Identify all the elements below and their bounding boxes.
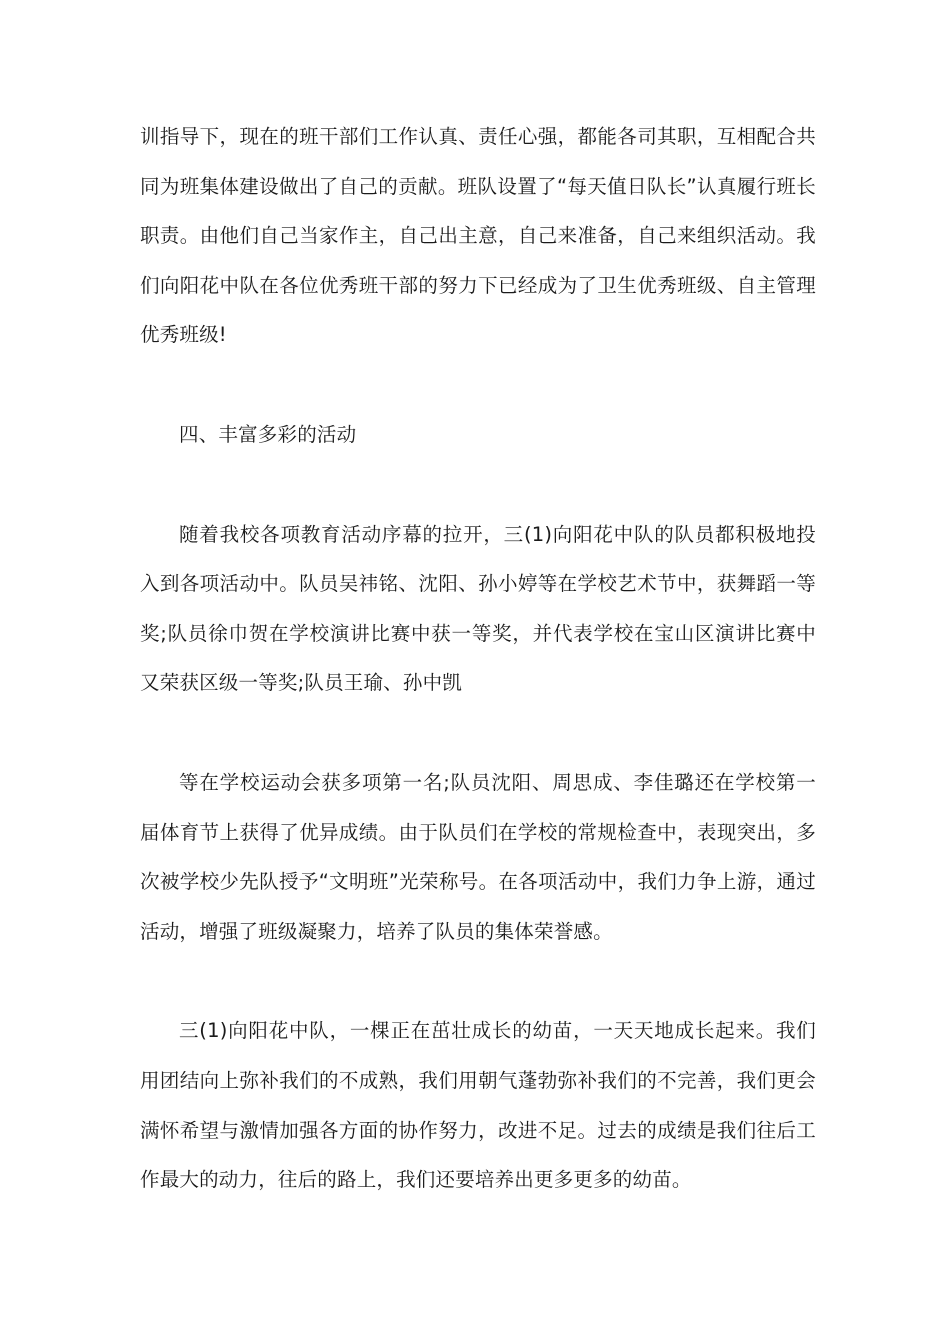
- paragraph-spacer: [140, 460, 816, 510]
- paragraph-achievements: 等在学校运动会获多项第一名;队员沈阳、周思成、李佳璐还在学校第一届体育节上获得了优异成绩。由于队员们在学校的常规检查中，表现突出，多次被学校少先队授予“文明班”光荣称号。在各项活动中，我们力争上游，通过活动，增强了班级凝聚力，培养了队员的集体荣誉感。: [140, 770, 816, 943]
- paragraph-continuation: 训指导下，现在的班干部们工作认真、责任心强，都能各司其职，互相配合共同为班集体建设做出了自己的贡献。班队设置了“每天值日队长”认真履行班长职责。由他们自己当家作主，自己出主意，自己来准备，自己来组织活动。我们向阳花中队在各位优秀班干部的努力下已经成为了卫生优秀班级、自主管理优秀班级!: [140, 125, 816, 347]
- section-heading: 四、丰富多彩的活动: [179, 422, 357, 446]
- paragraph-spacer: [140, 956, 816, 1006]
- paragraph-spacer: [140, 708, 816, 758]
- paragraph-conclusion: 三(1)向阳花中队，一棵正在茁壮成长的幼苗，一天天地成长起来。我们用团结向上弥补我们的不成熟，我们用朝气蓬勃弥补我们的不完善，我们更会满怀希望与激情加强各方面的协作努力，改进不足。过去的成绩是我们往后工作最大的动力，往后的路上，我们还要培养出更多更多的幼苗。: [140, 1019, 816, 1192]
- paragraph-activities: 随着我校各项教育活动序幕的拉开，三(1)向阳花中队的队员都积极地投入到各项活动中。队员吴祎铭、沈阳、孙小婷等在学校艺术节中，获舞蹈一等奖;队员徐巾贺在学校演讲比赛中获一等奖，并代表学校在宝山区演讲比赛中又荣获区级一等奖;队员王瑜、孙中凯: [140, 522, 816, 695]
- document-body: [140, 112, 816, 1205]
- paragraph-spacer: [140, 360, 816, 410]
